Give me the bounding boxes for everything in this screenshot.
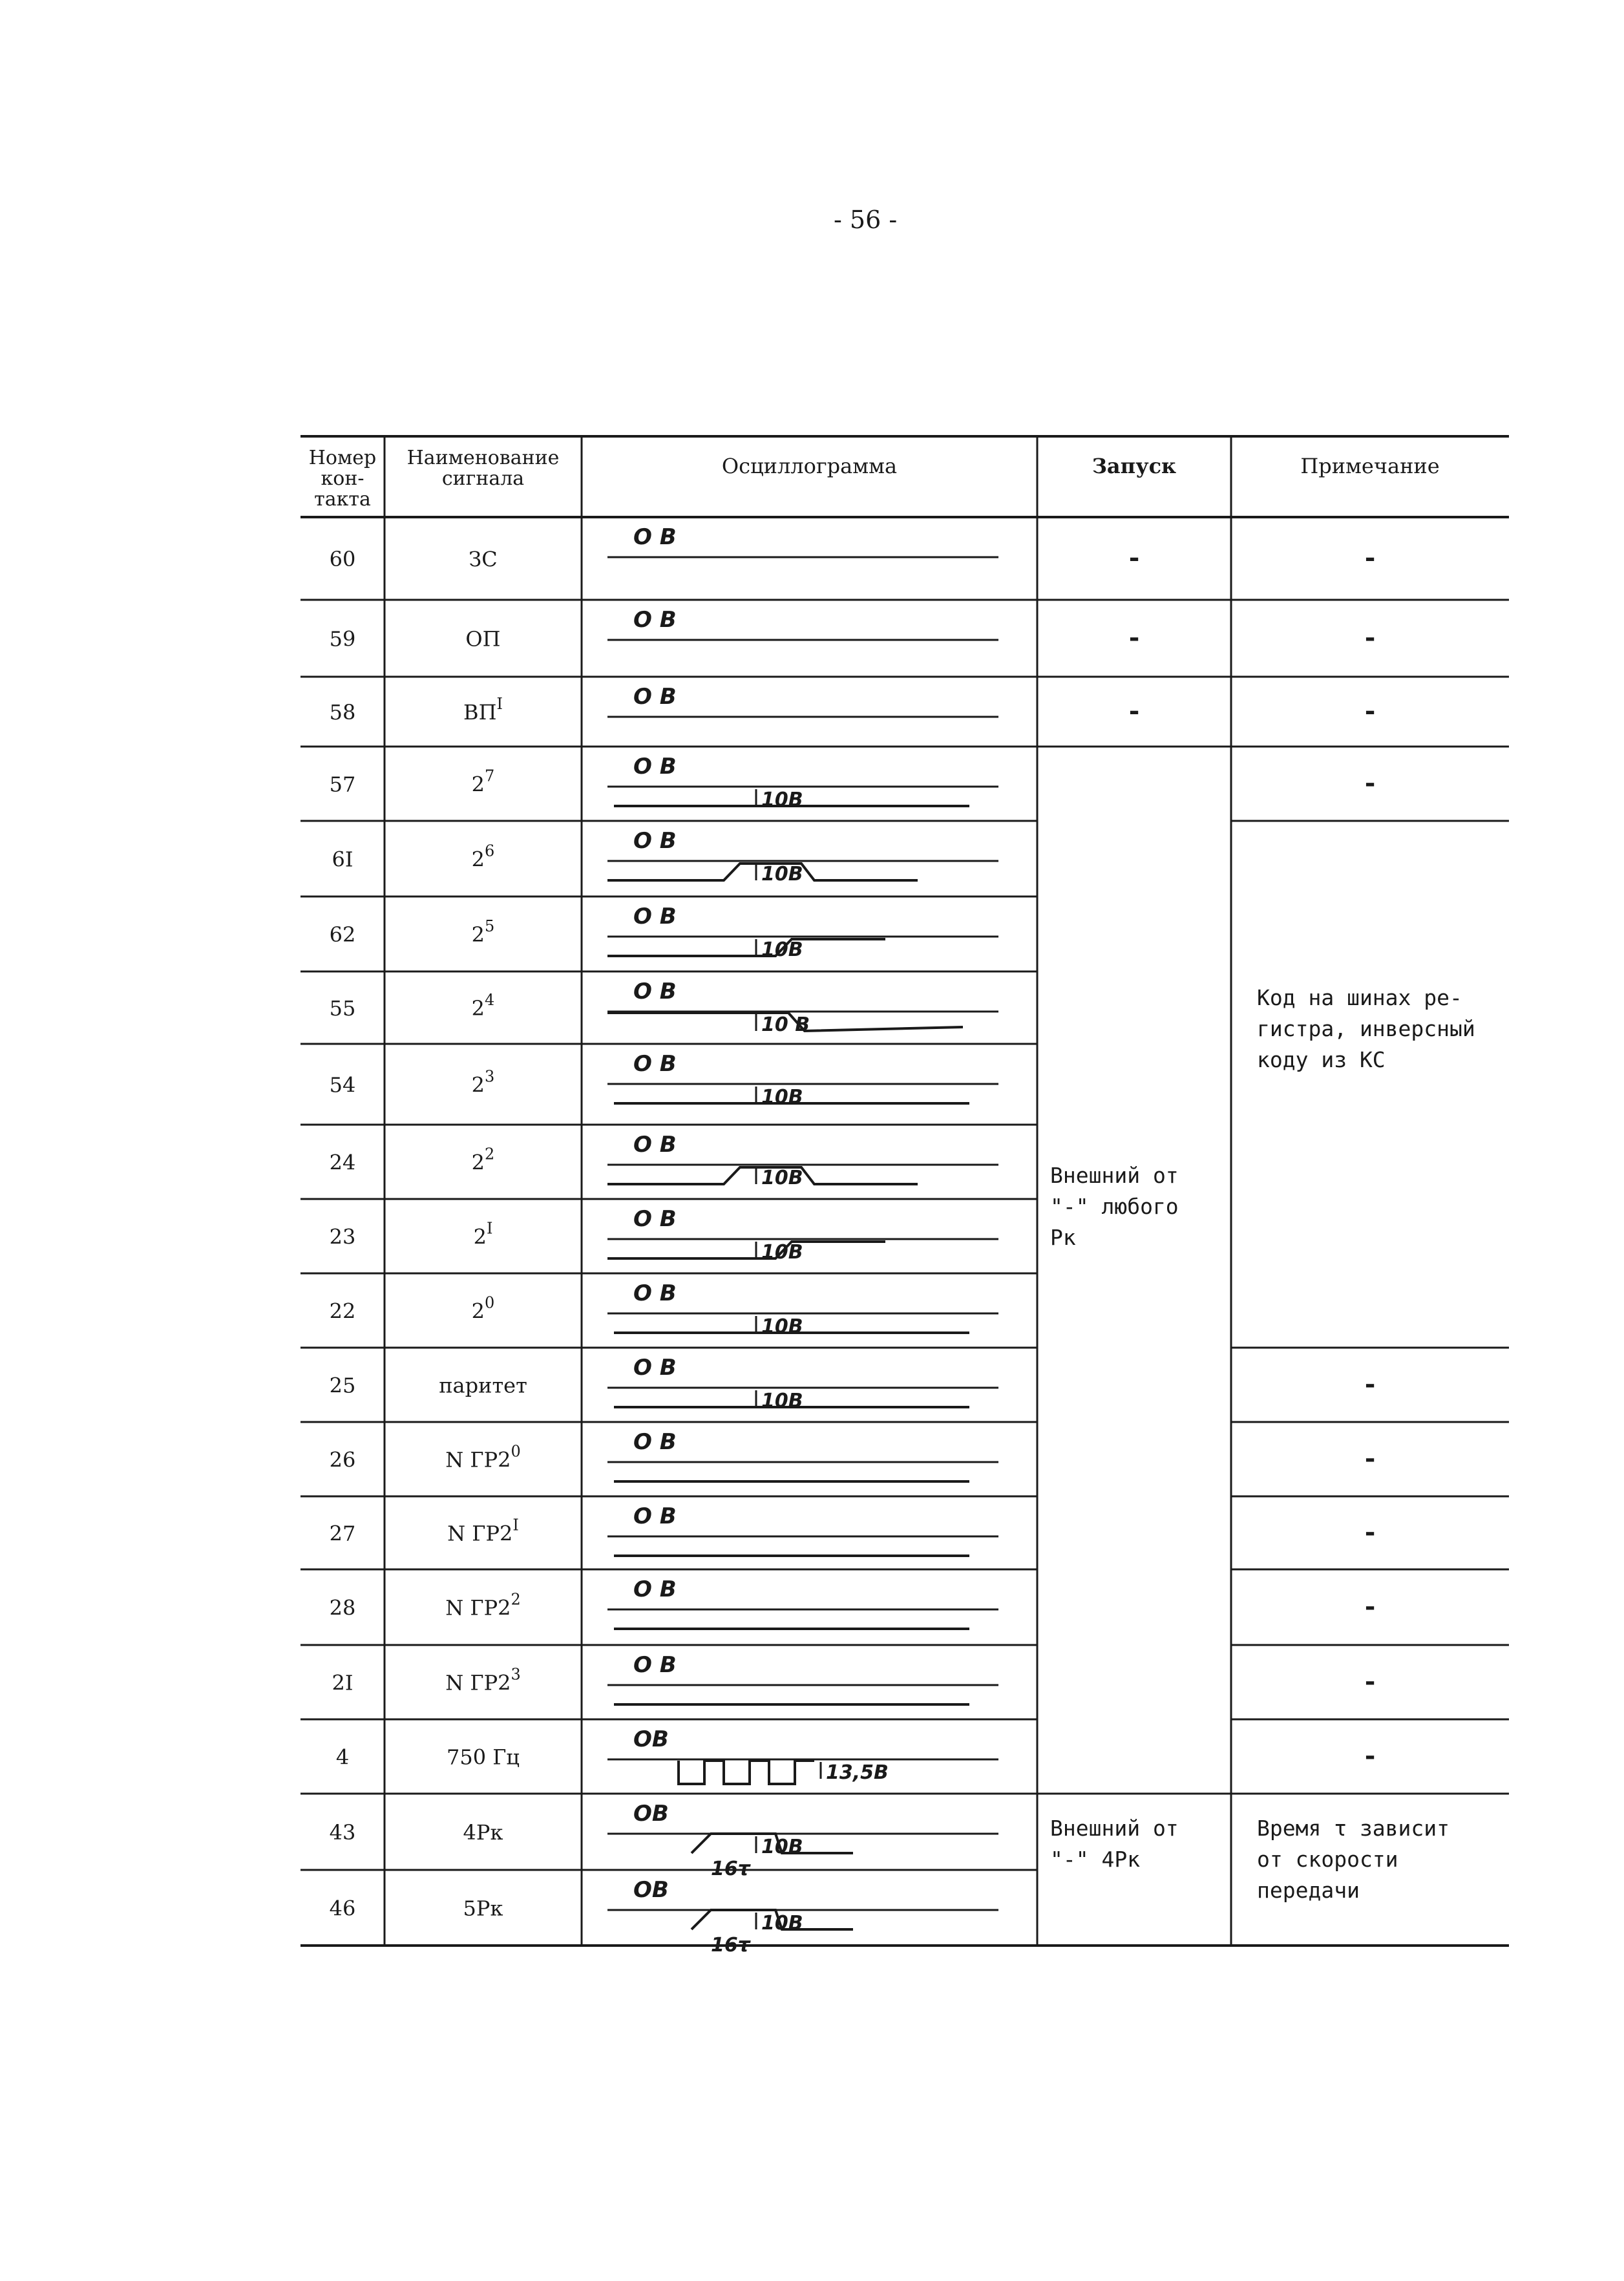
contact-number: 28 bbox=[329, 1595, 356, 1620]
contact-number: 43 bbox=[329, 1820, 356, 1845]
note-code-text: гистра, инверсный bbox=[1257, 1016, 1475, 1041]
amplitude-label: 10В bbox=[761, 789, 803, 811]
header-signal: Наименование bbox=[406, 447, 560, 469]
signal-name: $2^0$ bbox=[471, 1293, 495, 1324]
pulse-width-label: 16τ bbox=[711, 1934, 750, 1957]
note-time-text: передачи bbox=[1257, 1878, 1360, 1903]
header-contact: кон- bbox=[321, 467, 364, 490]
signal-name: ЗС bbox=[469, 547, 498, 571]
contact-number: 6I bbox=[332, 847, 353, 872]
osc-zero-label: ОВ bbox=[633, 1801, 669, 1827]
note-time-text: Время τ зависит bbox=[1257, 1816, 1450, 1841]
osc-zero-label: О В bbox=[633, 1355, 677, 1381]
contact-number: 22 bbox=[329, 1299, 356, 1324]
contact-number: 24 bbox=[329, 1150, 356, 1175]
amplitude-label: 10В bbox=[761, 1912, 803, 1935]
contact-number: 58 bbox=[329, 700, 356, 725]
amplitude-label: 10В bbox=[761, 1241, 803, 1264]
launch-bottom-text: "-" 4Рк bbox=[1050, 1847, 1141, 1872]
osc-zero-label: О В bbox=[633, 904, 677, 929]
signal-superscript: I bbox=[512, 1516, 519, 1534]
osc-zero-label: О В bbox=[633, 607, 677, 633]
signal-superscript: 2 bbox=[511, 1590, 521, 1609]
signal-superscript: 5 bbox=[485, 917, 495, 935]
amplitude-label: 10В bbox=[761, 1836, 803, 1858]
signal-name: $2^6$ bbox=[471, 842, 495, 872]
signal-superscript: 2 bbox=[485, 1145, 495, 1163]
contact-number: 57 bbox=[329, 772, 356, 797]
header-launch: Запуск bbox=[1091, 454, 1177, 478]
launch-dash: - bbox=[1128, 622, 1140, 653]
osc-zero-label: О В bbox=[633, 1051, 677, 1077]
amplitude-label: 10В bbox=[761, 863, 803, 886]
pulse-width-label: 16τ bbox=[711, 1858, 750, 1880]
signal-name: ОП bbox=[465, 626, 501, 652]
contact-number: 25 bbox=[329, 1373, 356, 1398]
signal-name: $2^3$ bbox=[471, 1067, 495, 1098]
note-code-text: Код на шинах ре- bbox=[1257, 985, 1462, 1010]
launch-bottom-text: Внешний от bbox=[1050, 1816, 1179, 1841]
header-oscillogram: Осциллограмма bbox=[721, 454, 898, 478]
osc-zero-label: ОВ bbox=[633, 1726, 669, 1752]
amplitude-label: 10В bbox=[761, 1167, 803, 1189]
signal-name: 5Рк bbox=[463, 1896, 503, 1921]
osc-zero-label: О В bbox=[633, 524, 677, 550]
contact-number: 55 bbox=[329, 996, 356, 1021]
page-number: - 56 - bbox=[834, 206, 898, 234]
note-dash: - bbox=[1364, 542, 1376, 573]
signal-superscript: 3 bbox=[511, 1665, 521, 1684]
contact-number: 60 bbox=[329, 547, 356, 571]
launch-main-text: "-" любого bbox=[1050, 1194, 1179, 1219]
note-dash: - bbox=[1364, 1368, 1376, 1399]
osc-waveform bbox=[679, 1761, 814, 1784]
signal-name: N $ГР2^3$ bbox=[445, 1665, 521, 1695]
amplitude-label: 10В bbox=[761, 1315, 803, 1338]
contact-number: 59 bbox=[329, 626, 356, 652]
signal-superscript: 0 bbox=[511, 1442, 521, 1461]
launch-main-text: Рк bbox=[1050, 1225, 1076, 1250]
signal-name: $2^2$ bbox=[471, 1145, 495, 1175]
amplitude-label: 10В bbox=[761, 1390, 803, 1412]
header-signal: сигнала bbox=[441, 467, 525, 490]
osc-zero-label: О В bbox=[633, 1503, 677, 1529]
launch-dash: - bbox=[1128, 695, 1140, 726]
osc-zero-label: О В bbox=[633, 1652, 677, 1678]
contact-number: 2I bbox=[332, 1670, 353, 1695]
osc-zero-label: О В bbox=[633, 979, 677, 1004]
amplitude-label: 10 В bbox=[761, 1013, 810, 1036]
signal-name: $2^7$ bbox=[471, 767, 495, 797]
header-note: Примечание bbox=[1300, 454, 1440, 478]
osc-zero-label: О В bbox=[633, 828, 677, 854]
contact-number: 23 bbox=[329, 1224, 356, 1249]
signal-name: $2^4$ bbox=[471, 991, 495, 1021]
signal-name: $ВП^I$ bbox=[463, 695, 503, 725]
signal-superscript: I bbox=[496, 695, 503, 713]
signal-name: N $ГР2^I$ bbox=[447, 1516, 519, 1546]
osc-zero-label: О В bbox=[633, 1132, 677, 1158]
osc-waveform bbox=[607, 1242, 885, 1258]
signal-superscript: 3 bbox=[485, 1067, 495, 1086]
signal-name: 750 Гц bbox=[446, 1745, 520, 1770]
contact-number: 62 bbox=[329, 922, 356, 947]
osc-zero-label: ОВ bbox=[633, 1877, 669, 1903]
signal-name: N $ГР2^0$ bbox=[445, 1442, 521, 1472]
osc-zero-label: О В bbox=[633, 1280, 677, 1306]
osc-zero-label: О В bbox=[633, 1576, 677, 1602]
amplitude-label: 10В bbox=[761, 939, 803, 961]
signal-name: $2^I$ bbox=[473, 1219, 493, 1249]
note-time-text: от скорости bbox=[1257, 1847, 1398, 1872]
contact-number: 46 bbox=[329, 1896, 356, 1921]
osc-zero-label: О В bbox=[633, 754, 677, 780]
signal-superscript: 7 bbox=[485, 767, 495, 785]
launch-dash: - bbox=[1128, 542, 1140, 573]
note-dash: - bbox=[1364, 1516, 1376, 1547]
signal-superscript: 4 bbox=[485, 991, 495, 1009]
launch-main-text: Внешний от bbox=[1050, 1163, 1179, 1188]
header-contact: такта bbox=[314, 488, 371, 511]
osc-zero-label: О В bbox=[633, 1206, 677, 1232]
signal-superscript: 0 bbox=[485, 1293, 495, 1312]
note-dash: - bbox=[1364, 767, 1376, 798]
note-code-text: коду из КС bbox=[1257, 1047, 1386, 1072]
note-dash: - bbox=[1364, 1740, 1376, 1771]
signal-superscript: I bbox=[486, 1219, 493, 1238]
amplitude-label: 10В bbox=[761, 1086, 803, 1109]
amplitude-label: 13,5В bbox=[826, 1761, 889, 1784]
note-dash: - bbox=[1364, 1443, 1376, 1474]
note-dash: - bbox=[1364, 695, 1376, 726]
contact-number: 26 bbox=[329, 1447, 356, 1472]
signal-name: 4Рк bbox=[463, 1820, 503, 1845]
contact-number: 27 bbox=[329, 1521, 356, 1546]
osc-zero-label: О В bbox=[633, 1429, 677, 1455]
note-dash: - bbox=[1364, 1591, 1376, 1622]
osc-zero-label: О В bbox=[633, 684, 677, 710]
signal-name: $2^5$ bbox=[471, 917, 495, 947]
osc-waveform bbox=[607, 939, 885, 956]
header-contact: Номер bbox=[308, 447, 377, 469]
signal-superscript: 6 bbox=[485, 842, 495, 860]
contact-number: 54 bbox=[329, 1072, 356, 1098]
note-dash: - bbox=[1364, 622, 1376, 653]
contact-number: 4 bbox=[335, 1745, 350, 1770]
signal-name: N $ГР2^2$ bbox=[445, 1590, 521, 1620]
signal-name: паритет bbox=[439, 1373, 527, 1398]
note-dash: - bbox=[1364, 1666, 1376, 1697]
